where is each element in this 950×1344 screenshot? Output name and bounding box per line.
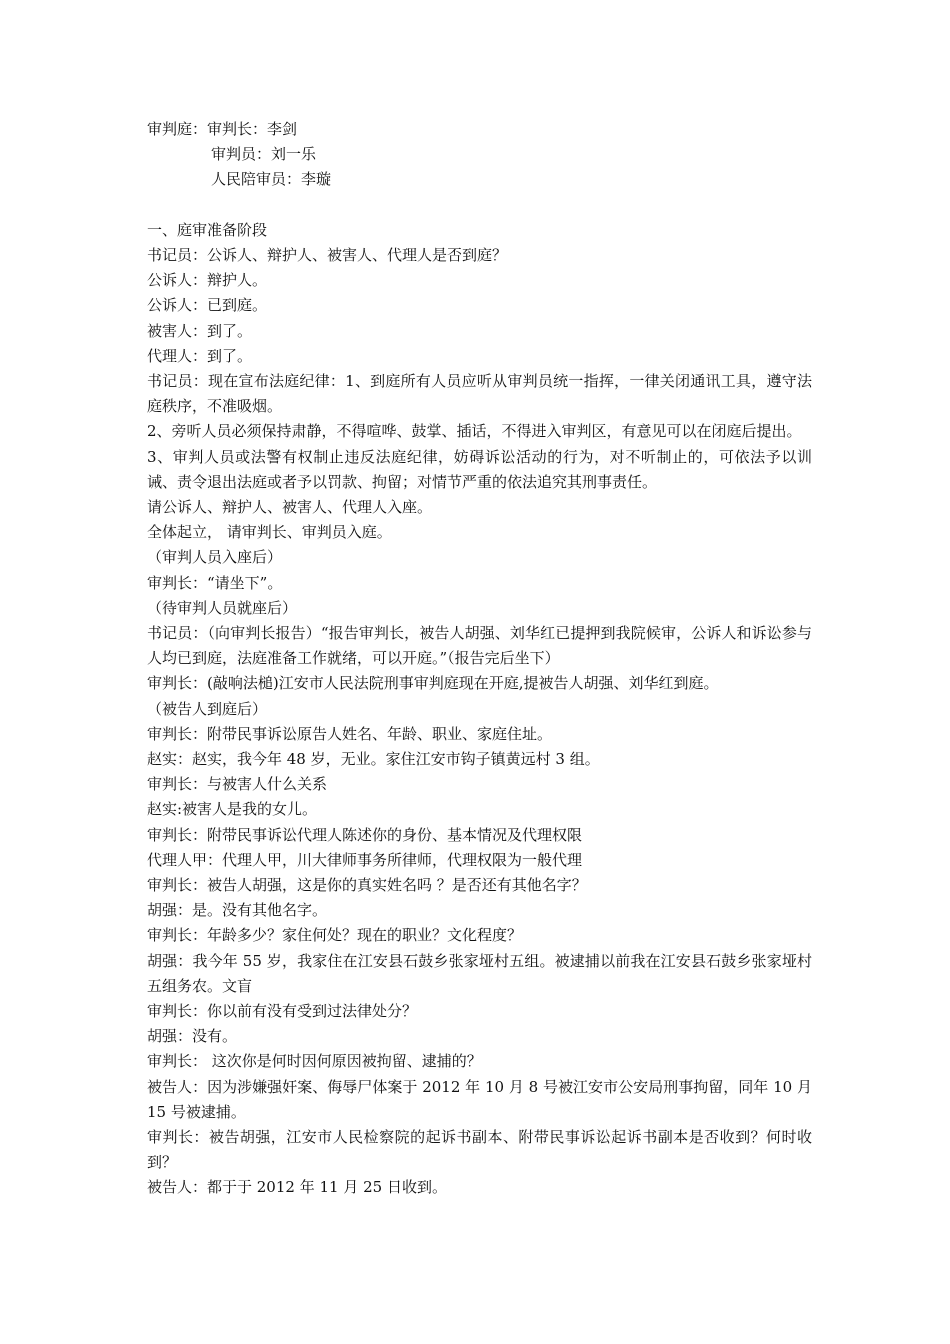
- transcript-paragraph: 请公诉人、辩护人、被害人、代理人入座。: [147, 497, 433, 516]
- transcript-paragraph: 2、旁听人员必须保持肃静，不得喧哗、鼓掌、插话，不得进入审判区，有意见可以在闭庭后提出。: [147, 422, 802, 441]
- transcript-body: [147, 218, 812, 1201]
- tribunal-judge: 审判员：刘一乐: [211, 145, 317, 164]
- transcript-paragraph: 赵实：赵实，我今年 48 岁，无业。家住江安市钩子镇黄远村 3 组。: [147, 750, 600, 769]
- section-heading: 一、庭审准备阶段: [147, 220, 268, 239]
- tribunal-label: 审判庭：: [147, 120, 208, 138]
- transcript-paragraph: 书记员：现在宣布法庭纪律：1、到庭所有人员应听从审判员统一指挥，一律关闭通讯工具，遵守法庭秩序，不准吸烟。: [147, 371, 812, 416]
- transcript-paragraph: 代理人：到了。: [147, 346, 253, 365]
- blank-line: [147, 193, 812, 218]
- transcript-paragraph: 公诉人：辩护人。: [147, 271, 268, 290]
- tribunal-line-presiding: [147, 117, 812, 142]
- transcript-paragraph: 审判长： 这次你是何时因何原因被拘留、逮捕的？: [147, 1052, 482, 1071]
- tribunal-header: [147, 117, 812, 193]
- transcript-paragraph: 被告人：因为涉嫌强奸案、侮辱尸体案于 2012 年 10 月 8 号被江安市公安局刑事拘留，同年 10 月 15 号被逮捕。: [147, 1077, 812, 1121]
- transcript-paragraph: 代理人甲：代理人甲，川大律师事务所律师，代理权限为一般代理: [147, 850, 583, 869]
- tribunal-presiding-judge: 审判长：李剑: [207, 120, 298, 138]
- transcript-paragraph: 公诉人：已到庭。: [147, 296, 268, 315]
- document-page: [147, 117, 812, 1201]
- transcript-paragraph: 赵实:被害人是我的女儿。: [147, 800, 318, 819]
- transcript-paragraph: 书记员：（向审判长报告）“报告审判长，被告人胡强、刘华红已提押到我院候审，公诉人和诉讼参与人均已到庭，法庭准备工作就绪，可以开庭。”（报告完后坐下）: [147, 624, 812, 668]
- transcript-paragraph: 胡强：是。没有其他名字。: [147, 901, 328, 920]
- transcript-paragraph: 审判长：你以前有没有受到过法律处分？: [147, 1002, 418, 1021]
- transcript-paragraph: （待审判人员就座后）: [147, 598, 298, 617]
- transcript-paragraph: 胡强：没有。: [147, 1027, 238, 1046]
- transcript-paragraph: 审判长：“请坐下”。: [147, 573, 283, 592]
- transcript-paragraph: （审判人员入座后）: [147, 548, 283, 567]
- transcript-paragraph: 审判长：附带民事诉讼代理人陈述你的身份、基本情况及代理权限: [147, 825, 583, 844]
- transcript-paragraph: 全体起立， 请审判长、审判员入庭。: [147, 523, 392, 542]
- transcript-paragraph: 审判长：被告人胡强，这是你的真实姓名吗 ？是否还有其他名字？: [147, 876, 587, 895]
- transcript-paragraph: 被告人：都于于 2012 年 11 月 25 日收到。: [147, 1178, 447, 1197]
- transcript-paragraph: 审判长：年龄多少？家住何处？现在的职业？文化程度？: [147, 926, 523, 945]
- transcript-paragraph: 审判长：与被害人什么关系: [147, 775, 328, 794]
- transcript-paragraph: 书记员：公诉人、辩护人、被害人、代理人是否到庭？: [147, 245, 508, 264]
- transcript-paragraph: 审判长：被告胡强，江安市人民检察院的起诉书副本、附带民事诉讼起诉书副本是否收到？何时收到？: [147, 1128, 812, 1172]
- transcript-paragraph: 审判长：(敲响法槌)江安市人民法院刑事审判庭现在开庭,提被告人胡强、刘华红到庭。: [147, 674, 719, 693]
- transcript-paragraph: 被害人：到了。: [147, 321, 253, 340]
- transcript-paragraph: 胡强：我今年 55 岁，我家住在江安县石鼓乡张家垭村五组。被逮捕以前我在江安县石鼓乡张家垭村五组务农。文盲: [147, 951, 812, 995]
- transcript-paragraph: （被告人到庭后）: [147, 699, 268, 718]
- transcript-paragraph: 审判长：附带民事诉讼原告人姓名、年龄、职业、家庭住址。: [147, 724, 553, 743]
- transcript-paragraph: 3、审判人员或法警有权制止违反法庭纪律，妨碍诉讼活动的行为，对不听制止的，可依法予以训诫、责令退出法庭或者予以罚款、拘留；对情节严重的依法追究其刑事责任。: [147, 447, 812, 491]
- tribunal-juror: 人民陪审员：李璇: [211, 170, 332, 189]
